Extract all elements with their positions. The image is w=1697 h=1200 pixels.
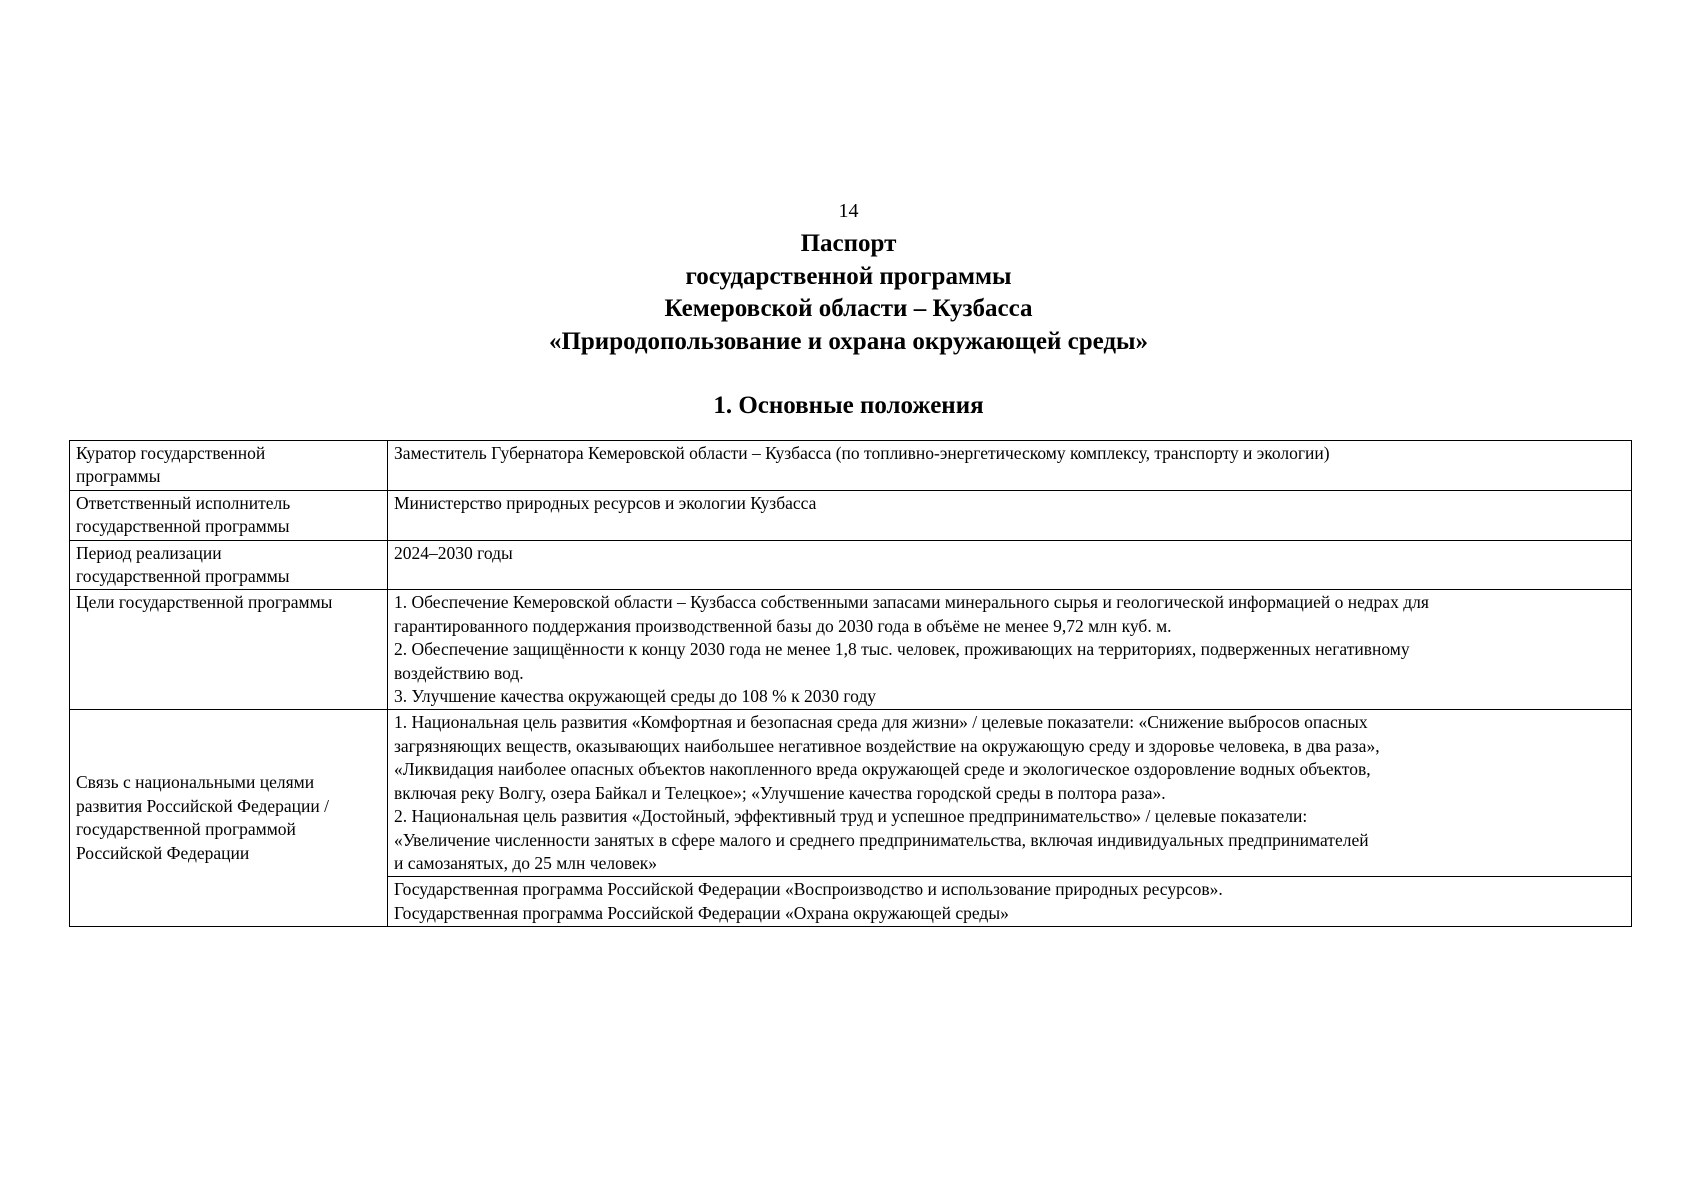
table-row-curator	[70, 441, 1632, 491]
title-line: Паспорт	[800, 230, 897, 257]
row-value	[388, 441, 1632, 491]
table-row-goals	[70, 590, 1632, 710]
row-value	[388, 877, 1632, 927]
value-line: воздействию вод.	[394, 662, 524, 683]
label-line: Российской Федерации	[76, 842, 250, 863]
row-value	[388, 540, 1632, 590]
label-line: Куратор государственной	[76, 443, 266, 463]
value-line: 2. Национальная цель развития «Достойный, эффективный труд и успешное предпринимательство» / целевые показатели:	[394, 806, 1308, 827]
value-line: и самозанятых, до 25 млн человек»	[394, 852, 657, 873]
passport-table	[69, 440, 1632, 927]
page-number: 14	[838, 200, 859, 222]
row-label	[70, 710, 388, 927]
value-line: 2024–2030 годы	[394, 542, 513, 563]
value-line: Государственная программа Российской Федерации «Охрана окружающей среды»	[394, 902, 1009, 923]
label-line: Период реализации	[76, 542, 222, 563]
row-value	[388, 490, 1632, 540]
value-line: 3. Улучшение качества окружающей среды до 108 % к 2030 году	[394, 686, 877, 707]
table-row-period	[70, 540, 1632, 590]
value-line: гарантированного поддержания производственной базы до 2030 года в объёме не менее 9,72 млн куб. м.	[394, 615, 1172, 636]
row-label	[70, 441, 388, 491]
label-line: развития Российской Федерации /	[76, 795, 329, 816]
label-line: государственной программой	[76, 819, 296, 840]
table-row-executor	[70, 490, 1632, 540]
label-line: Связь с национальными целями	[76, 772, 315, 793]
value-line: Государственная программа Российской Федерации «Воспроизводство и использование природных ресурсов».	[394, 879, 1223, 900]
title-line: государственной программы	[685, 262, 1012, 290]
title-line: «Природопользование и охрана окружающей среды»	[548, 327, 1149, 355]
value-line: Министерство природных ресурсов и экологии Кузбасса	[394, 492, 817, 513]
row-label	[70, 490, 388, 540]
label-line: Ответственный исполнитель	[76, 492, 291, 513]
value-line: Заместитель Губернатора Кемеровской области – Кузбасса (по топливно-энергетическому комплексу, транспорту и экологии)	[394, 443, 1330, 463]
value-line: 2. Обеспечение защищённости к концу 2030 года не менее 1,8 тыс. человек, проживающих на территориях, подверженных негативному	[394, 639, 1410, 660]
label-line: государственной программы	[76, 566, 290, 587]
value-line: 1. Обеспечение Кемеровской области – Кузбасса собственными запасами минерального сырья и геологической информацией о недрах для	[394, 592, 1429, 613]
row-label	[70, 590, 388, 710]
row-value	[388, 590, 1632, 710]
row-label	[70, 540, 388, 590]
label-line: государственной программы	[76, 516, 290, 537]
section-heading: 1. Основные положения	[713, 392, 984, 419]
value-line: «Увеличение численности занятых в сфере малого и среднего предпринимательства, включая индивидуальных предпринимателей	[394, 829, 1369, 850]
document-title	[0, 228, 1697, 358]
label-line: программы	[76, 466, 161, 487]
row-value	[388, 710, 1632, 877]
title-line: Кемеровской области – Кузбасса	[664, 295, 1033, 322]
table-row-national-goals	[70, 710, 1632, 877]
value-line: 1. Национальная цель развития «Комфортная и безопасная среда для жизни» / целевые показатели: «Снижение выбросов опасных	[394, 712, 1368, 733]
value-line: включая реку Волгу, озера Байкал и Телецкое»; «Улучшение качества городской среды в полтора раза».	[394, 782, 1166, 803]
value-line: загрязняющих веществ, оказывающих наибольшее негативное воздействие на окружающую среду и здоровье человека, в два раза»,	[394, 735, 1380, 756]
label-line: Цели государственной программы	[76, 592, 333, 613]
value-line: «Ликвидация наиболее опасных объектов накопленного вреда окружающей среде и экологическое оздоровление водных объектов,	[394, 759, 1371, 780]
